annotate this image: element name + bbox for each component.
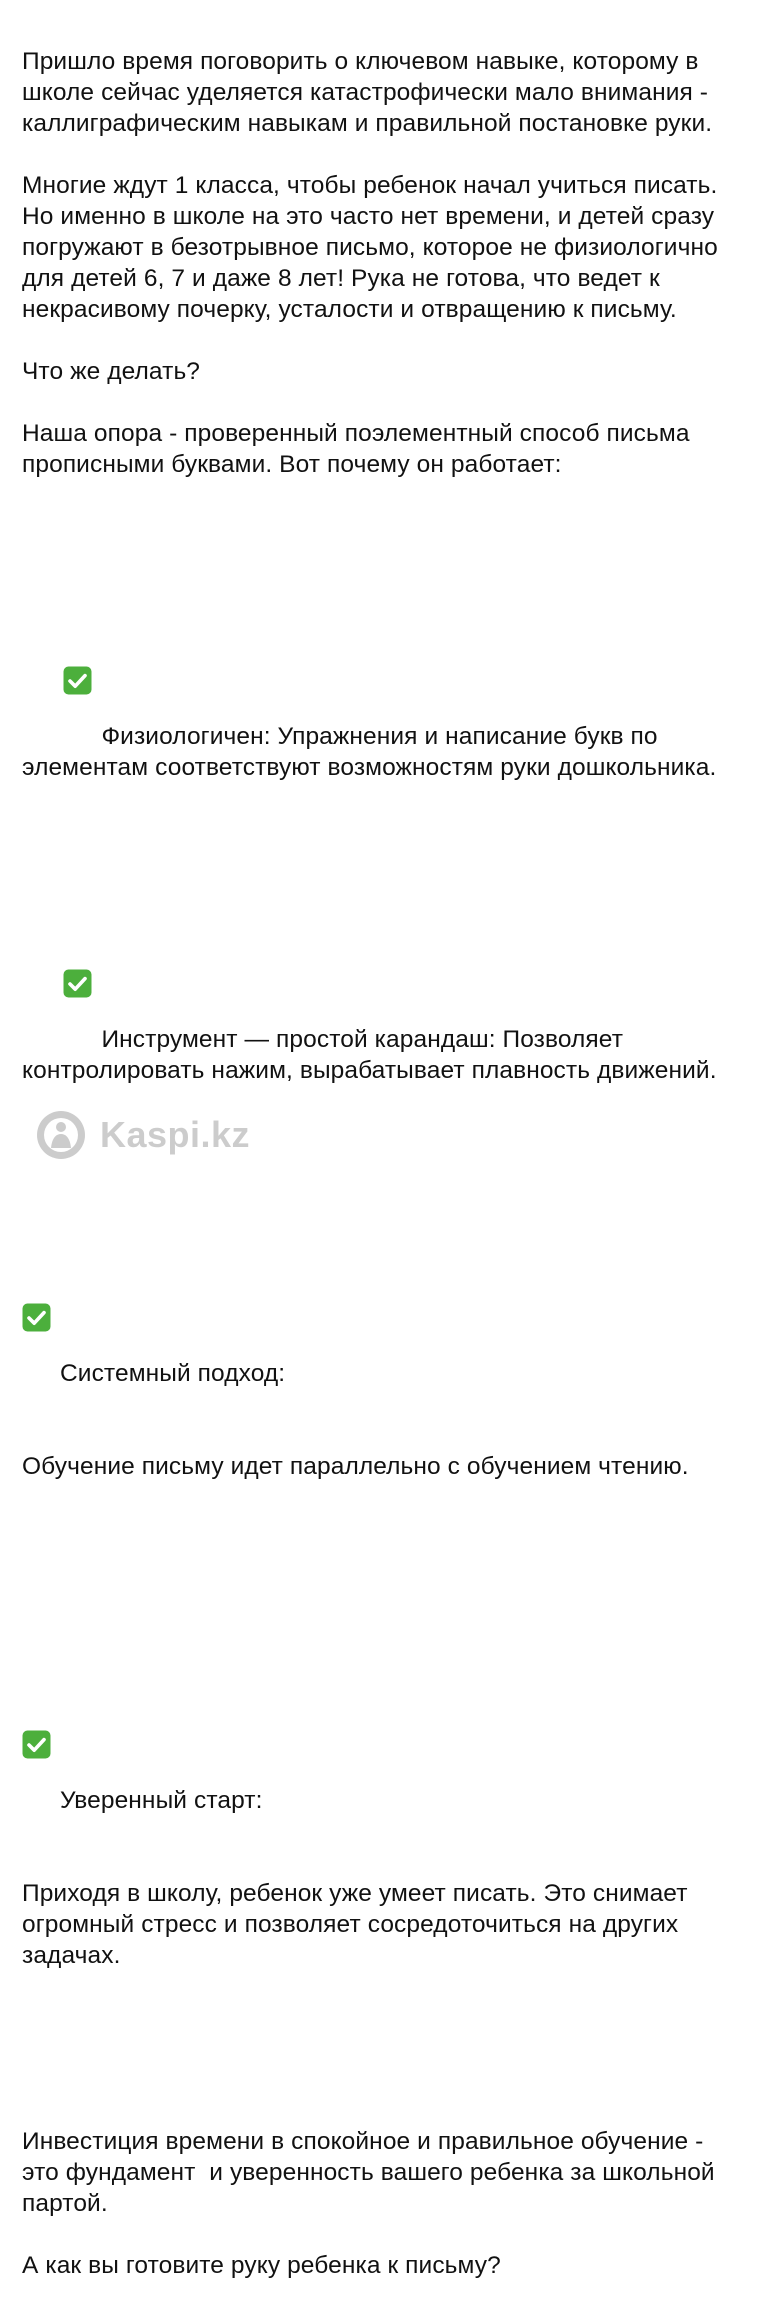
check-mark-icon <box>22 1668 51 1697</box>
paragraph-problem: Многие ждут 1 класса, чтобы ребенок начал учиться писать. Но именно в школе на это часто нет времени, и детей сразу погружают в безотрывное письмо, которое не физиологично для детей 6, 7 и даже 8 лет! Рука не готова, что ведет к некрасивому почерку, усталости и отвращению к письму. <box>22 172 725 323</box>
checklist-item-text: Физиологичен: Упражнения и написание букв по элементам соответствуют возможностям руки дошкольника. <box>22 723 717 781</box>
paragraph-closing-question: А как вы готовите руку ребенка к письму? <box>22 2252 501 2279</box>
checklist-item <box>22 1179 742 1544</box>
paragraph-question: Что же делать? <box>22 358 201 385</box>
checklist-item-text: Уверенный старт: <box>60 1787 263 1814</box>
paragraph-method: Наша опора - проверенный поэлементный способ письма прописными буквами. Вот почему он работает: <box>22 420 697 478</box>
document-body <box>22 46 742 2312</box>
check-mark-icon <box>63 907 92 936</box>
checklist-item-body: Приходя в школу, ребенок уже умеет писать. Это снимает огромный стресс и позволяет сосредоточиться на других задачах. <box>22 1880 695 1969</box>
checklist-item-text: Инструмент — простой карандаш: Позволяет контролировать нажим, вырабатывает плавность движений. <box>22 1026 717 1084</box>
benefits-checklist <box>22 511 742 2095</box>
check-mark-icon <box>63 604 92 633</box>
checklist-item <box>22 573 742 814</box>
check-mark-icon <box>22 1241 51 1270</box>
paragraph-conclusion: Инвестиция времени в спокойное и правильное обучение - это фундамент и уверенность вашего ребенка за школьной партой. <box>22 2128 722 2217</box>
checklist-item <box>22 876 742 1117</box>
checklist-item <box>22 1606 742 2033</box>
checklist-item-body: Обучение письму идет параллельно с обучением чтению. <box>22 1453 689 1480</box>
paragraph-intro: Пришло время поговорить о ключевом навыке, которому в школе сейчас уделяется катастрофически мало внимания - каллиграфическим навыкам и правильной постановке руки. <box>22 48 715 137</box>
watermark-text: Kaspi.kz <box>100 1114 251 1155</box>
checklist-item-text: Системный подход: <box>60 1360 286 1387</box>
